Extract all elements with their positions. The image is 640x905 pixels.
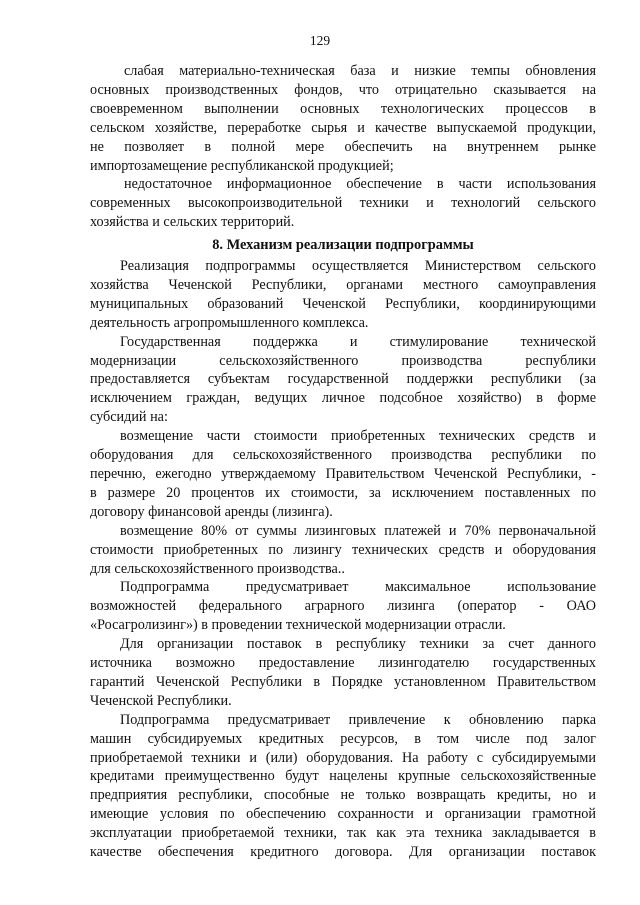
paragraph [90, 333, 596, 428]
text-line: Реализация подпрограммы осуществляется Министерством сельского [120, 258, 596, 274]
section-heading: 8. Механизм реализации подпрограммы [212, 237, 474, 253]
page-number: 129 [309, 33, 331, 48]
text-line: оборудования для сельскохозяйственного производства республики по [90, 447, 596, 464]
text-line: возмещение части стоимости приобретенных технических средств и [120, 428, 596, 445]
text-line: Для организации поставок в республику техники за счет данного [120, 636, 596, 653]
text-line: основных производственных фондов, что отрицательно сказывается на [90, 81, 596, 98]
text-line: недостаточное информационное обеспечение в части использования [124, 176, 596, 193]
paragraph [90, 578, 596, 635]
text-line: импортозамещение республиканской продукцией; [90, 157, 394, 174]
text-line: исключением граждан, ведущих личное подсобное хозяйство) в форме [90, 390, 596, 407]
text-line: субсидий на: [90, 409, 168, 426]
text-line: гарантий Чеченской Республики в Порядке установленном Правительством [90, 673, 596, 690]
text-line: своевременном выполнении основных технологических процессов в [90, 100, 596, 117]
text-line: стоимости приобретенных по лизингу технических средств и оборудования [90, 541, 596, 558]
paragraph [90, 711, 596, 862]
text-line: возмещение 80% от суммы лизинговых платежей и 70% первоначальной [120, 522, 596, 539]
text-line: Чеченской Республики. [90, 692, 232, 709]
paragraph [90, 257, 596, 333]
text-line: хозяйства Чеченской Республики, органами местного самоуправления [90, 276, 596, 293]
text-line: в размере 20 процентов их стоимости, за исключением поставленных по [90, 484, 596, 501]
text-line: кредитами преимущественно будут нацелены крупные сельскохозяйственные [90, 768, 596, 785]
text-line: «Росагролизинг») в проведении технической модернизации отрасли. [90, 617, 506, 634]
text-line: предприятия республики, способные не только возвращать кредиты, но и [90, 787, 596, 804]
text-line: деятельность агропромышленного комплекса. [90, 314, 369, 331]
intro-text [90, 62, 596, 232]
text-line: возможностей федерального аграрного лизинга (оператор - ОАО [90, 598, 596, 615]
text-line: качестве обеспечения кредитного договора. Для организации поставок [90, 844, 596, 861]
text-line: хозяйства и сельских территорий. [90, 214, 295, 231]
text-line: не позволяет в полной мере обеспечить на внутреннем рынке [90, 138, 596, 155]
text-line: Государственная поддержка и стимулирование технической [120, 333, 596, 350]
text-line: слабая материально-техническая база и низкие темпы обновления [124, 63, 596, 79]
text-line: имеющие условия по обеспечению сохранности и организации грамотной [90, 806, 596, 823]
section-body [90, 257, 596, 862]
paragraph [90, 635, 596, 711]
text-line: эксплуатации приобретаемой техники, так как эта техника закладывается в [90, 825, 596, 842]
paragraph [90, 175, 596, 232]
text-line: машин субсидируемых кредитных ресурсов, в том числе под залог [90, 730, 596, 747]
text-line: перечню, ежегодно утверждаемому Правительством Чеченской Республики, - [90, 465, 596, 482]
text-line: сельском хозяйстве, переработке сырья и качестве выпускаемой продукции, [90, 119, 596, 136]
text-line: модернизации сельскохозяйственного производства республики [90, 352, 596, 369]
text-line: Подпрограмма предусматривает привлечение к обновлению парка [120, 711, 596, 728]
text-line: договору финансовой аренды (лизинга). [90, 503, 333, 520]
text-line: для сельскохозяйственного производства.. [90, 560, 345, 577]
text-line: Подпрограмма предусматривает максимальное использование [120, 579, 596, 596]
text-line: предоставляется субъектам государственной поддержки республики (за [90, 371, 596, 388]
text-line: источника возможно предоставление лизингодателю государственных [90, 655, 596, 672]
paragraph [90, 62, 596, 175]
text-line: приобретаемой техники и (или) оборудования. На работу с субсидируемыми [90, 749, 596, 766]
paragraph [90, 522, 596, 579]
paragraph [90, 427, 596, 522]
text-line: муниципальных образований Чеченской Республики, координирующими [90, 295, 596, 312]
text-line: современных высокопроизводительной техники и технологий сельского [90, 195, 596, 212]
